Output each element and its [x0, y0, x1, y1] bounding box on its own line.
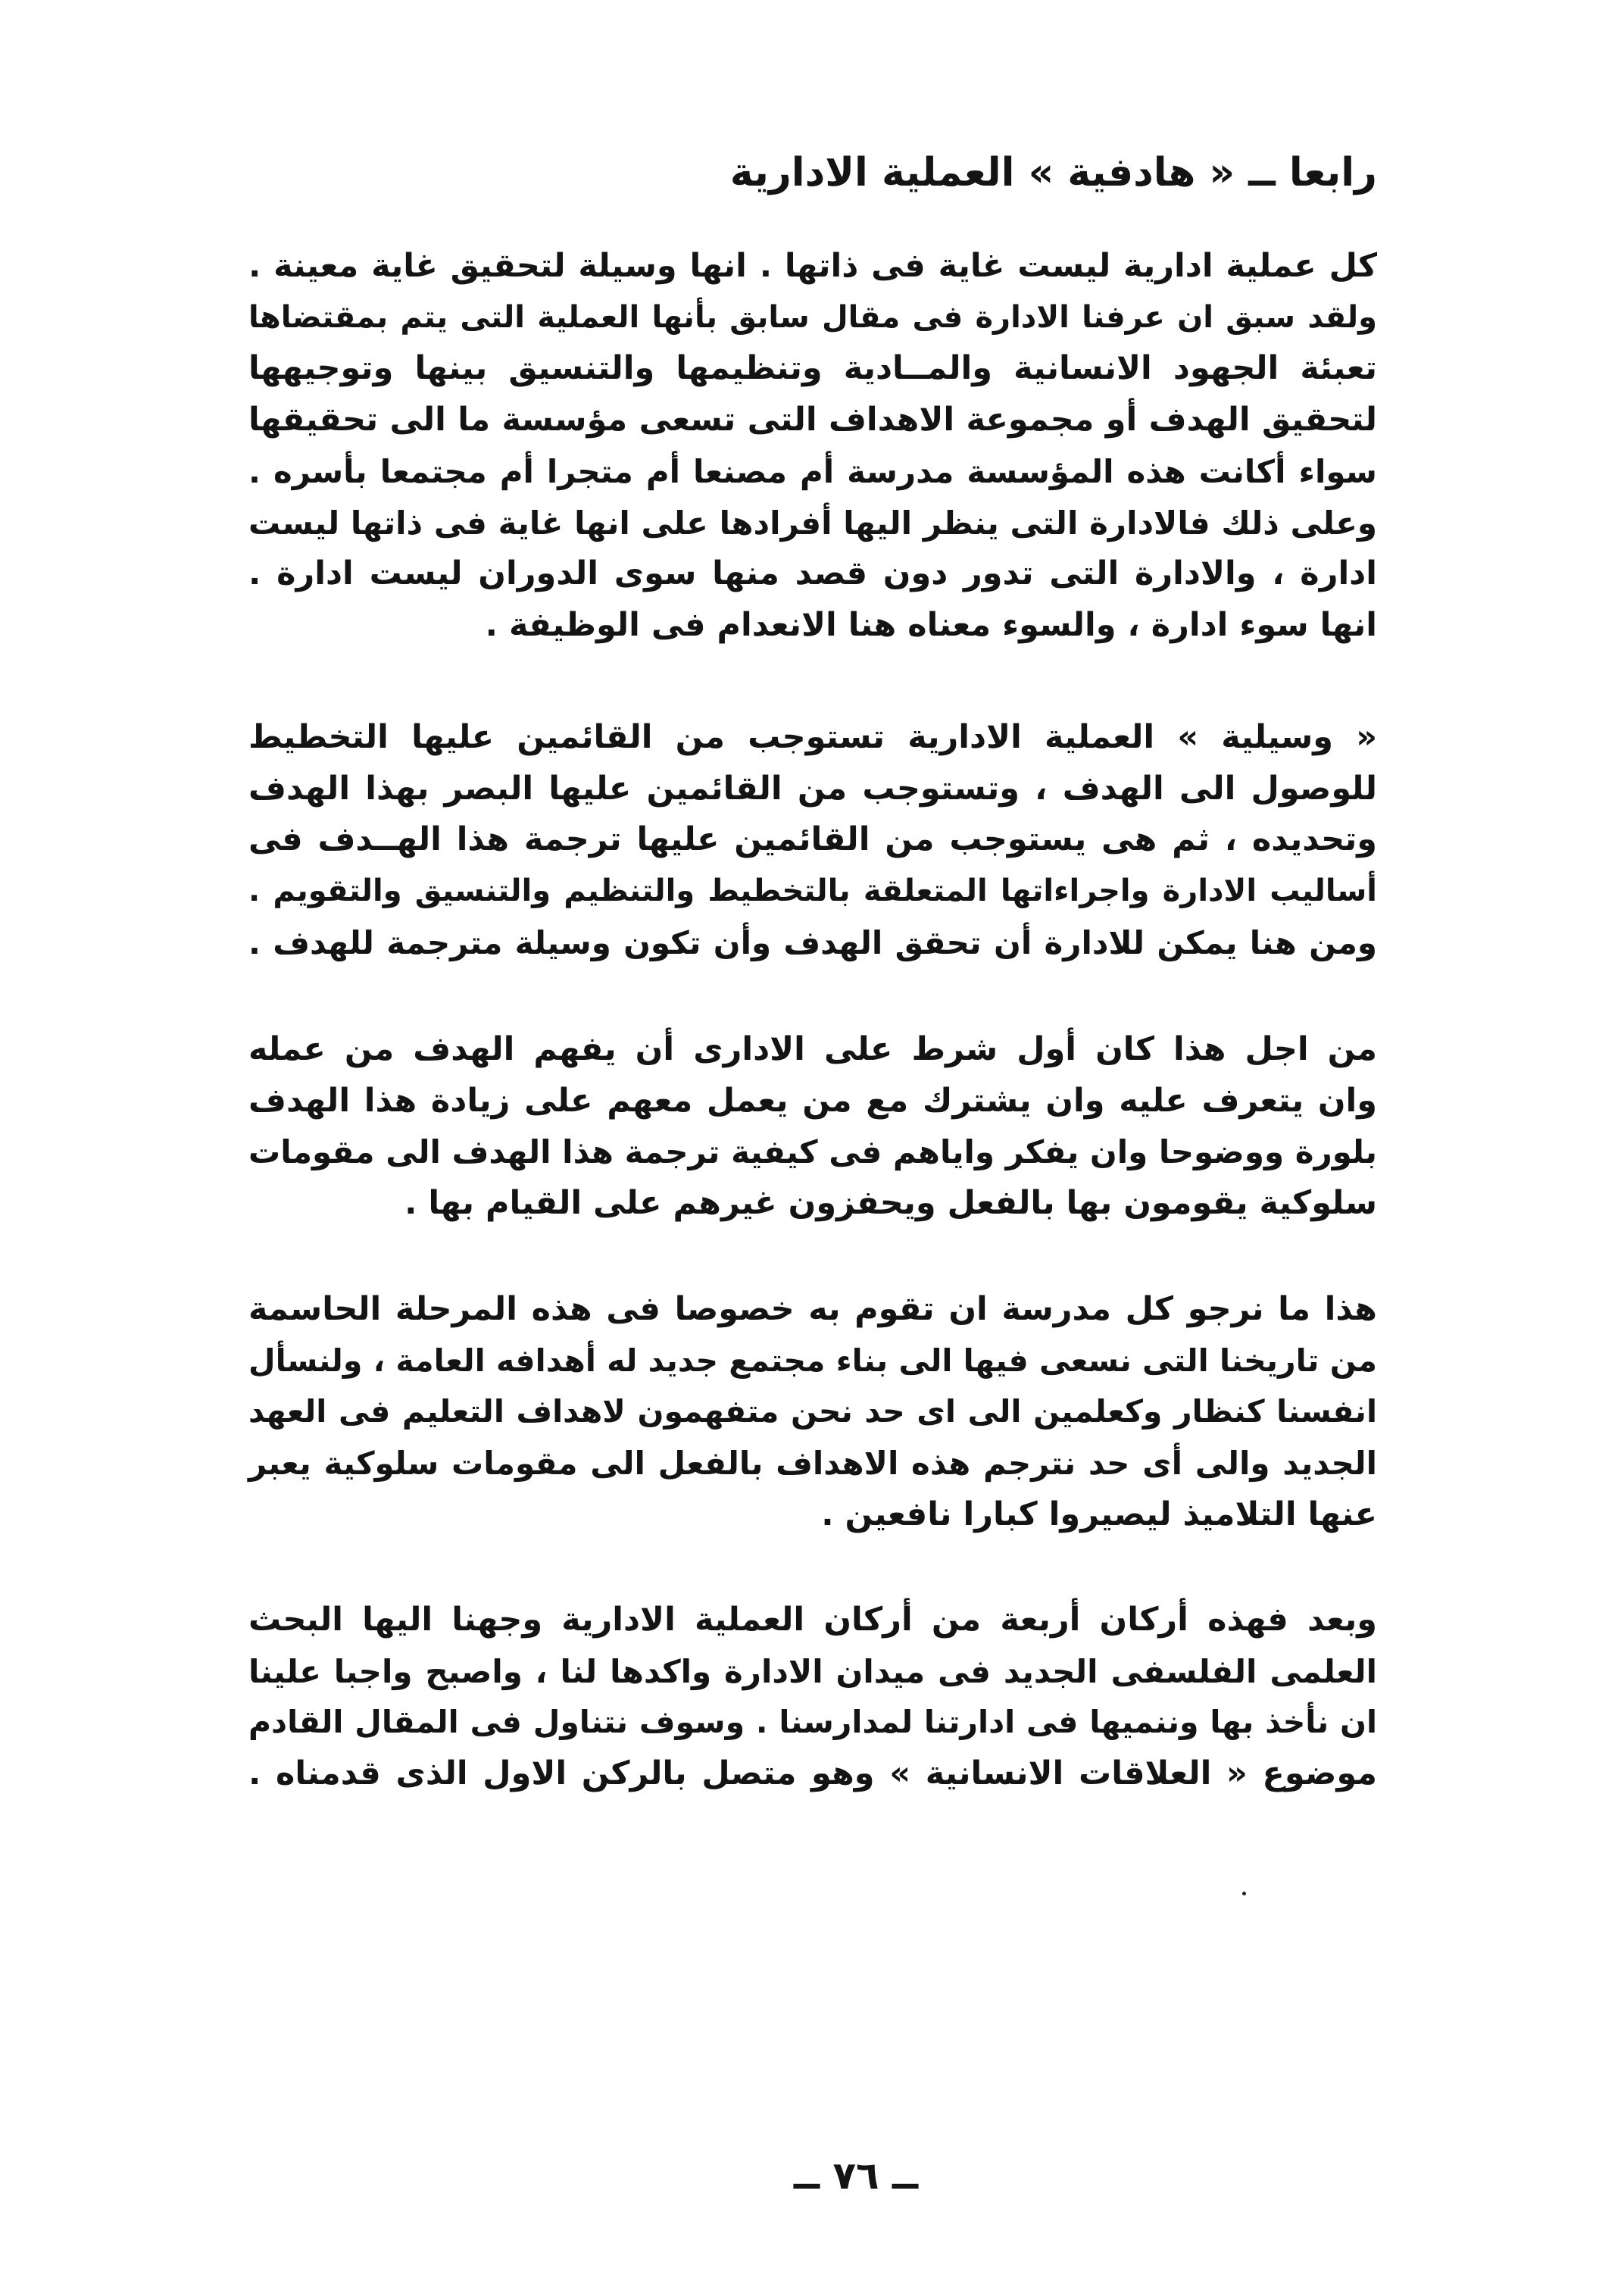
text-line: كل عملية ادارية ليست غاية فى ذاتها . انها وسيلة لتحقيق غاية معينة .	[248, 247, 1377, 285]
text-line: موضوع « العلاقات الانسانية » وهو متصل بالركن الاول الذى قدمناه .	[248, 1755, 1377, 1793]
text-line: أساليب الادارة واجراءاتها المتعلقة بالتخطيط والتنظيم والتنسيق والتقويم .	[248, 873, 1377, 909]
text-line: لتحقيق الهدف أو مجموعة الاهداف التى تسعى مؤسسة ما الى تحقيقها	[248, 401, 1377, 439]
text-line: « وسيلية » العملية الادارية تستوجب من القائمين عليها التخطيط	[248, 718, 1377, 756]
text-line: انفسنا كنظار وكعلمين الى اى حد نحن متفهمون لاهداف التعليم فى العهد	[248, 1393, 1377, 1430]
text-line: سلوكية يقومون بها بالفعل ويحفزون غيرهم على القيام بها .	[404, 1184, 1377, 1223]
page-number: ــ ٧٦ ــ	[793, 2154, 919, 2198]
text-line: بلورة ووضوحا وان يفكر واياهم فى كيفية ترجمة هذا الهدف الى مقومات	[248, 1133, 1377, 1171]
text-line: انها سوء ادارة ، والسوء معناه هنا الانعدام فى الوظيفة .	[485, 605, 1377, 644]
text-line: تعبئة الجهود الانسانية والمــادية وتنظيمها والتنسيق بينها وتوجيهها	[248, 349, 1377, 388]
text-line: عنها التلاميذ ليصيروا كبارا نافعين .	[821, 1495, 1377, 1533]
paragraph-4	[248, 1284, 1377, 1541]
paragraph-2	[248, 712, 1377, 969]
text-line: هذا ما نرجو كل مدرسة ان تقوم به خصوصا فى هذه المرحلة الحاسمة	[248, 1290, 1377, 1328]
text-line: من تاريخنا التى نسعى فيها الى بناء مجتمع جديد له أهدافه العامة ، ولنسأل	[248, 1342, 1377, 1379]
text-line: وتحديده ، ثم هى يستوجب من القائمين عليها ترجمة هذا الهــدف فى	[248, 820, 1377, 859]
text-line: ولقد سبق ان عرفنا الادارة فى مقال سابق بأنها العملية التى يتم بمقتضاها	[248, 299, 1377, 335]
text-line: وبعد فهذه أركان أربعة من أركان العملية الادارية وجهنا اليها البحث	[248, 1601, 1377, 1639]
text-line: من اجل هذا كان أول شرط على الادارى أن يفهم الهدف من عمله	[248, 1030, 1377, 1068]
text-line: ان نأخذ بها وننميها فى ادارتنا لمدارسنا . وسوف نتناول فى المقال القادم	[248, 1704, 1377, 1741]
paragraph-5	[248, 1595, 1377, 1800]
text-line: وان يتعرف عليه وان يشترك مع من يعمل معهم على زيادة هذا الهدف	[248, 1081, 1377, 1120]
text-line: سواء أكانت هذه المؤسسة مدرسة أم مصنعا أم متجرا أم مجتمعا بأسره .	[248, 452, 1377, 490]
text-line: ادارة ، والادارة التى تدور دون قصد منها سوى الدوران ليست ادارة .	[248, 555, 1377, 593]
ink-speck	[1242, 1892, 1246, 1895]
section-heading: رابعا ــ « هادفية » العملية الادارية	[729, 150, 1377, 195]
text-line: وعلى ذلك فالادارة التى ينظر اليها أفرادها على انها غاية فى ذاتها ليست	[248, 504, 1377, 542]
text-line: الجديد والى أى حد نترجم هذه الاهداف بالفعل الى مقومات سلوكية يعبر	[248, 1445, 1377, 1483]
paragraph-3	[248, 1024, 1377, 1230]
text-line: للوصول الى الهدف ، وتستوجب من القائمين عليها البصر بهذا الهدف	[248, 769, 1377, 808]
paragraph-1	[248, 241, 1377, 652]
text-line: ومن هنا يمكن للادارة أن تحقق الهدف وأن تكون وسيلة مترجمة للهدف .	[248, 923, 1377, 961]
text-line: العلمى الفلسفى الجديد فى ميدان الادارة واكدها لنا ، واصبح واجبا علينا	[248, 1652, 1377, 1690]
